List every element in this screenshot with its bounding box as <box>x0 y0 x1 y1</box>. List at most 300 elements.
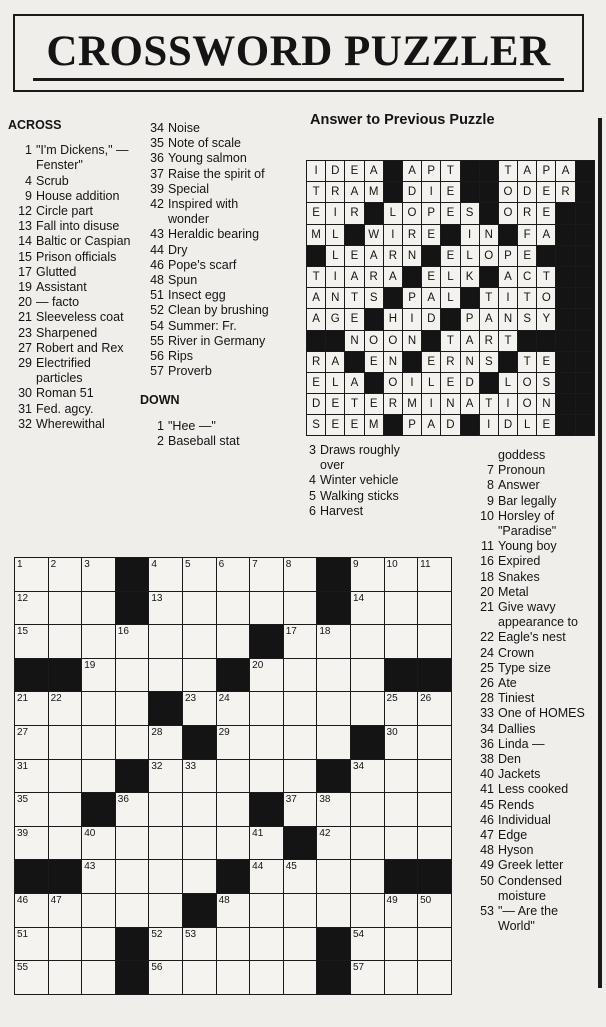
answer-cell: D <box>441 415 459 435</box>
cell-number: 21 <box>17 693 29 705</box>
grid-cell[interactable] <box>183 692 216 725</box>
answer-black-square <box>403 267 421 287</box>
grid-cell[interactable] <box>49 827 82 860</box>
answer-cell: E <box>441 373 459 393</box>
clue-number: 13 <box>18 219 32 234</box>
grid-cell[interactable] <box>49 726 82 759</box>
grid-black-square <box>217 659 250 692</box>
answer-cell: A <box>345 182 363 202</box>
grid-cell[interactable] <box>217 961 250 994</box>
grid-cell[interactable] <box>116 659 149 692</box>
grid-cell[interactable] <box>317 659 350 692</box>
answer-cell: S <box>461 203 479 223</box>
grid-cell[interactable] <box>15 625 48 658</box>
cell-number: 28 <box>151 726 163 738</box>
grid-cell[interactable] <box>351 558 384 591</box>
grid-cell[interactable] <box>217 625 250 658</box>
grid-cell[interactable] <box>217 827 250 860</box>
clue-number: 16 <box>480 554 494 569</box>
grid-cell[interactable] <box>250 894 283 927</box>
grid-cell[interactable] <box>217 592 250 625</box>
grid-black-square <box>15 659 48 692</box>
clue-number: 28 <box>480 691 494 706</box>
grid-black-square <box>250 625 283 658</box>
clue-number: 50 <box>480 873 494 888</box>
grid-cell[interactable] <box>217 726 250 759</box>
grid-cell[interactable] <box>284 928 317 961</box>
clue-number: 26 <box>480 676 494 691</box>
cell-number: 22 <box>50 693 62 705</box>
down-clue <box>470 874 598 904</box>
grid-cell[interactable] <box>183 625 216 658</box>
clue-number: 17 <box>18 264 32 279</box>
cell-number: 12 <box>17 592 29 604</box>
grid-black-square <box>385 860 418 893</box>
answer-black-square <box>556 373 574 393</box>
grid-cell[interactable] <box>116 726 149 759</box>
grid-cell[interactable] <box>82 692 115 725</box>
grid-cell[interactable] <box>385 961 418 994</box>
answer-black-square <box>576 394 594 414</box>
clue-number: 34 <box>150 121 164 135</box>
grid-cell[interactable] <box>183 793 216 826</box>
answer-black-square <box>556 246 574 266</box>
clue-text: Rips <box>168 349 194 364</box>
grid-cell[interactable] <box>418 726 451 759</box>
answer-cell: T <box>307 267 325 287</box>
across-clue <box>140 182 280 197</box>
grid-cell[interactable] <box>351 692 384 725</box>
grid-black-square <box>418 860 451 893</box>
answer-cell: E <box>345 415 363 435</box>
cell-number: 35 <box>17 794 29 806</box>
grid-black-square <box>317 592 350 625</box>
clue-number: 8 <box>487 478 494 493</box>
grid-cell[interactable] <box>284 692 317 725</box>
cell-number: 8 <box>285 559 292 570</box>
clue-number: 24 <box>480 645 494 660</box>
clue-text: Harvest <box>320 503 364 518</box>
across-clue <box>8 174 138 189</box>
answer-cell: H <box>384 309 402 329</box>
grid-cell[interactable] <box>149 592 182 625</box>
answer-cell: O <box>480 246 498 266</box>
answer-cell: T <box>480 288 498 308</box>
answer-cell: E <box>537 415 555 435</box>
cell-number: 43 <box>84 861 96 873</box>
grid-cell[interactable] <box>15 961 48 994</box>
cell-number: 13 <box>151 592 163 604</box>
grid-cell[interactable] <box>183 592 216 625</box>
grid-cell[interactable] <box>149 558 182 591</box>
grid-cell[interactable] <box>149 961 182 994</box>
clue-text: Baseball stat <box>168 433 240 448</box>
grid-cell[interactable] <box>15 793 48 826</box>
grid-cell[interactable] <box>284 961 317 994</box>
grid-cell[interactable] <box>418 760 451 793</box>
grid-cell[interactable] <box>15 928 48 961</box>
clue-text: Metal <box>498 584 529 599</box>
grid-cell[interactable] <box>116 827 149 860</box>
grid-cell[interactable] <box>317 827 350 860</box>
grid-cell[interactable] <box>418 793 451 826</box>
previous-answer-grid <box>306 160 595 436</box>
grid-cell[interactable] <box>317 894 350 927</box>
grid-black-square <box>49 659 82 692</box>
answer-cell: E <box>441 182 459 202</box>
answer-black-square <box>461 161 479 181</box>
down-clue <box>470 585 598 600</box>
across-clue <box>140 349 280 364</box>
grid-cell[interactable] <box>15 692 48 725</box>
grid-cell[interactable] <box>82 894 115 927</box>
grid-cell[interactable] <box>149 659 182 692</box>
grid-cell[interactable] <box>15 726 48 759</box>
grid-cell[interactable] <box>149 625 182 658</box>
cell-number: 23 <box>184 693 197 705</box>
clue-number: 21 <box>480 600 494 615</box>
answer-black-square <box>307 331 325 351</box>
answer-black-square <box>326 331 344 351</box>
grid-cell[interactable] <box>149 827 182 860</box>
grid-cell[interactable] <box>385 827 418 860</box>
answer-cell: D <box>499 415 517 435</box>
grid-cell[interactable] <box>284 860 317 893</box>
grid-cell[interactable] <box>418 692 451 725</box>
answer-cell: A <box>326 352 344 372</box>
grid-cell[interactable] <box>317 726 350 759</box>
down-clue <box>470 646 598 661</box>
grid-cell[interactable] <box>116 894 149 927</box>
grid-cell[interactable] <box>250 961 283 994</box>
grid-cell[interactable] <box>82 760 115 793</box>
answer-cell: E <box>345 161 363 181</box>
cell-number: 19 <box>84 659 96 671</box>
answer-cell: A <box>461 331 479 351</box>
grid-cell[interactable] <box>385 894 418 927</box>
grid-cell[interactable] <box>250 592 283 625</box>
grid-cell[interactable] <box>116 692 149 725</box>
grid-cell[interactable] <box>351 961 384 994</box>
grid-cell[interactable] <box>351 928 384 961</box>
answer-cell: A <box>403 161 421 181</box>
answer-cell: G <box>326 309 344 329</box>
cell-number: 56 <box>151 962 163 974</box>
across-clue <box>140 334 280 349</box>
grid-cell[interactable] <box>385 558 418 591</box>
grid-cell[interactable] <box>149 760 182 793</box>
answer-black-square <box>576 331 594 351</box>
answer-cell: R <box>384 394 402 414</box>
grid-cell[interactable] <box>82 625 115 658</box>
answer-black-square <box>518 331 536 351</box>
clue-text: Den <box>498 752 521 767</box>
grid-cell[interactable] <box>351 625 384 658</box>
down-clue <box>140 419 280 434</box>
grid-cell[interactable] <box>217 928 250 961</box>
cell-number: 39 <box>17 827 29 839</box>
grid-cell[interactable] <box>49 592 82 625</box>
answer-cell: T <box>441 161 459 181</box>
grid-cell[interactable] <box>351 860 384 893</box>
answer-cell: F <box>518 225 536 245</box>
grid-cell[interactable] <box>284 894 317 927</box>
answer-cell: A <box>307 288 325 308</box>
answer-cell: D <box>307 394 325 414</box>
answer-cell: E <box>365 352 383 372</box>
grid-cell[interactable] <box>418 961 451 994</box>
clue-text: Circle part <box>36 204 93 219</box>
grid-cell[interactable] <box>49 961 82 994</box>
answer-cell: I <box>307 161 325 181</box>
cell-number: 2 <box>50 559 57 570</box>
clue-number: 25 <box>480 660 494 675</box>
grid-cell[interactable] <box>284 558 317 591</box>
cell-number: 55 <box>17 962 29 974</box>
grid-cell[interactable] <box>82 827 115 860</box>
grid-cell[interactable] <box>49 793 82 826</box>
answer-black-square <box>556 309 574 329</box>
grid-cell[interactable] <box>418 928 451 961</box>
grid-cell[interactable] <box>250 928 283 961</box>
answer-cell: T <box>499 331 517 351</box>
grid-cell[interactable] <box>418 592 451 625</box>
grid-cell[interactable] <box>385 692 418 725</box>
grid-cell[interactable] <box>317 860 350 893</box>
clue-text: Winter vehicle <box>320 473 399 488</box>
across-clue <box>140 364 280 379</box>
down-clue <box>470 463 598 478</box>
answer-cell: R <box>307 352 325 372</box>
grid-cell[interactable] <box>49 760 82 793</box>
grid-cell[interactable] <box>317 625 350 658</box>
grid-cell[interactable] <box>284 625 317 658</box>
clue-text: Ate <box>498 676 517 691</box>
answer-black-square <box>576 288 594 308</box>
grid-cell[interactable] <box>217 793 250 826</box>
grid-cell[interactable] <box>49 894 82 927</box>
cell-number: 57 <box>352 962 365 974</box>
grid-cell[interactable] <box>284 793 317 826</box>
across-clue <box>140 258 280 273</box>
grid-cell[interactable] <box>250 827 283 860</box>
grid-cell[interactable] <box>82 659 115 692</box>
clue-text: — facto <box>36 295 80 310</box>
answer-cell: M <box>403 394 421 414</box>
grid-cell[interactable] <box>217 894 250 927</box>
grid-cell[interactable] <box>217 760 250 793</box>
grid-cell[interactable] <box>351 827 384 860</box>
answer-cell: E <box>326 394 344 414</box>
answer-black-square <box>365 203 383 223</box>
grid-cell[interactable] <box>385 928 418 961</box>
answer-black-square <box>556 352 574 372</box>
grid-cell[interactable] <box>183 860 216 893</box>
grid-cell[interactable] <box>149 860 182 893</box>
clue-number: 32 <box>18 416 32 431</box>
answer-black-square <box>461 182 479 202</box>
clue-text: Rends <box>498 797 535 812</box>
grid-cell[interactable] <box>116 625 149 658</box>
grid-cell[interactable] <box>183 961 216 994</box>
grid-cell[interactable] <box>317 692 350 725</box>
grid-cell[interactable] <box>217 692 250 725</box>
answer-cell: E <box>345 246 363 266</box>
grid-cell[interactable] <box>82 726 115 759</box>
answer-cell: P <box>422 161 440 181</box>
grid-cell[interactable] <box>418 625 451 658</box>
down-clue <box>470 554 598 569</box>
answer-cell: D <box>403 182 421 202</box>
down-clue <box>470 661 598 676</box>
answer-black-square <box>384 288 402 308</box>
grid-cell[interactable] <box>317 793 350 826</box>
clue-text: Snakes <box>498 569 540 584</box>
grid-cell[interactable] <box>250 558 283 591</box>
answer-cell: A <box>537 225 555 245</box>
grid-cell[interactable] <box>183 827 216 860</box>
grid-cell[interactable] <box>250 726 283 759</box>
grid-cell[interactable] <box>351 592 384 625</box>
grid-cell[interactable] <box>116 860 149 893</box>
grid-cell[interactable] <box>418 827 451 860</box>
clue-text: Type size <box>498 660 551 675</box>
answer-cell: E <box>537 182 555 202</box>
clue-number: 54 <box>150 318 164 333</box>
grid-cell[interactable] <box>217 558 250 591</box>
answer-cell: E <box>365 394 383 414</box>
grid-black-square <box>317 760 350 793</box>
grid-cell[interactable] <box>183 558 216 591</box>
grid-cell[interactable] <box>385 592 418 625</box>
grid-cell[interactable] <box>250 659 283 692</box>
grid-cell[interactable] <box>49 625 82 658</box>
grid-cell[interactable] <box>385 625 418 658</box>
clue-text: Crown <box>498 645 535 660</box>
answer-cell: A <box>480 309 498 329</box>
grid-cell[interactable] <box>116 793 149 826</box>
grid-cell[interactable] <box>82 592 115 625</box>
clue-text: Baltic or Caspian <box>36 234 131 249</box>
answer-black-square <box>556 394 574 414</box>
grid-cell[interactable] <box>149 726 182 759</box>
grid-cell[interactable] <box>351 894 384 927</box>
answer-cell: N <box>403 331 421 351</box>
grid-cell[interactable] <box>418 558 451 591</box>
clue-number: 1 <box>157 418 164 433</box>
grid-cell[interactable] <box>385 760 418 793</box>
grid-cell[interactable] <box>284 659 317 692</box>
grid-cell[interactable] <box>183 928 216 961</box>
grid-cell[interactable] <box>149 894 182 927</box>
answer-cell: P <box>403 415 421 435</box>
grid-cell[interactable] <box>15 558 48 591</box>
answer-cell: T <box>480 394 498 414</box>
clue-number: 9 <box>25 188 32 203</box>
clue-number: 2 <box>157 433 164 448</box>
grid-cell[interactable] <box>149 793 182 826</box>
grid-cell[interactable] <box>82 961 115 994</box>
clue-text: Young salmon <box>168 151 247 166</box>
grid-cell[interactable] <box>284 760 317 793</box>
down-clue <box>470 782 598 797</box>
grid-cell[interactable] <box>250 692 283 725</box>
clue-text: Proverb <box>168 364 212 379</box>
grid-cell[interactable] <box>250 760 283 793</box>
cell-number: 14 <box>352 592 365 604</box>
down-clue <box>470 722 598 737</box>
grid-cell[interactable] <box>385 793 418 826</box>
grid-cell[interactable] <box>250 860 283 893</box>
answer-cell: O <box>499 203 517 223</box>
clue-text: Eagle's nest <box>498 630 566 645</box>
clue-text: Dry <box>168 242 188 257</box>
answer-cell: I <box>499 288 517 308</box>
grid-black-square <box>116 558 149 591</box>
answer-black-square <box>576 309 594 329</box>
grid-cell[interactable] <box>82 928 115 961</box>
answer-black-square <box>480 203 498 223</box>
answer-black-square <box>556 225 574 245</box>
grid-cell[interactable] <box>385 726 418 759</box>
answer-black-square <box>365 373 383 393</box>
answer-cell: N <box>537 394 555 414</box>
grid-cell[interactable] <box>183 760 216 793</box>
cell-number: 51 <box>17 928 29 940</box>
grid-cell[interactable] <box>82 558 115 591</box>
clue-text: Jackets <box>498 767 541 782</box>
grid-cell[interactable] <box>15 592 48 625</box>
clue-text: Scrub <box>36 173 69 188</box>
grid-cell[interactable] <box>149 928 182 961</box>
across-clue <box>140 167 280 182</box>
clue-number: 41 <box>480 782 494 797</box>
clue-number: 3 <box>309 443 316 457</box>
grid-cell[interactable] <box>183 659 216 692</box>
grid-cell[interactable] <box>82 860 115 893</box>
answer-black-square <box>384 415 402 435</box>
cell-number: 41 <box>252 827 264 839</box>
cell-number: 18 <box>319 626 331 638</box>
grid-cell[interactable] <box>418 894 451 927</box>
grid-cell[interactable] <box>49 928 82 961</box>
answer-cell: O <box>403 203 421 223</box>
cell-number: 20 <box>252 659 264 671</box>
grid-cell[interactable] <box>284 726 317 759</box>
answer-cell: E <box>307 373 325 393</box>
grid-cell[interactable] <box>15 894 48 927</box>
clue-text: Tiniest <box>498 691 535 706</box>
answer-cell: L <box>499 373 517 393</box>
grid-cell[interactable] <box>351 659 384 692</box>
down-clue <box>470 828 598 843</box>
down-clue <box>470 448 598 463</box>
grid-cell[interactable] <box>284 592 317 625</box>
grid-cell[interactable] <box>49 692 82 725</box>
clue-number: 10 <box>480 508 494 523</box>
answer-cell: T <box>441 331 459 351</box>
across-clue <box>140 243 280 258</box>
grid-cell[interactable] <box>351 793 384 826</box>
answer-cell: I <box>422 182 440 202</box>
grid-cell[interactable] <box>351 760 384 793</box>
grid-cell[interactable] <box>49 558 82 591</box>
grid-cell[interactable] <box>15 827 48 860</box>
across-clue <box>140 288 280 303</box>
grid-cell[interactable] <box>15 760 48 793</box>
down-clue <box>470 813 598 828</box>
answer-cell: R <box>480 331 498 351</box>
